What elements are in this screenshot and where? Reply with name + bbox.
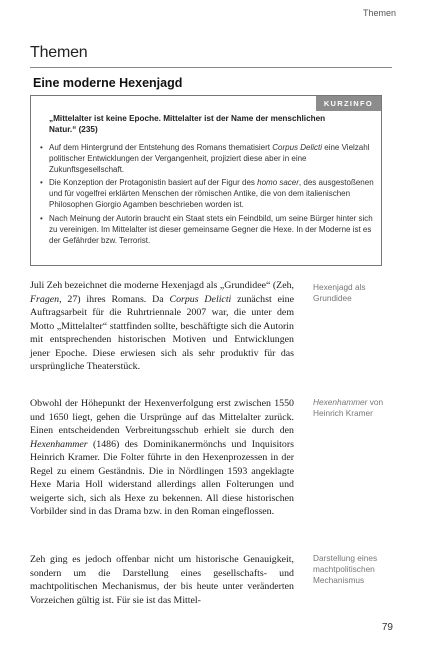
margin-note: Darstellung eines machtpolitischen Mechanismus <box>313 553 378 585</box>
running-head: Themen <box>362 8 396 18</box>
body-paragraph: Zeh ging es jedoch offenbar nicht um historische Genauigkeit, sondern um die Darstellung eines gesellschafts- und machtpolitischen Mechanismus, der bis heute unter veränderten Vorzeichen gültig ist. Für sie ist das Mittel- <box>30 554 294 606</box>
section-title: Themen <box>30 44 88 61</box>
info-box-bullet: • Auf dem Hintergrund der Entstehung des Romans thematisiert Corpus Delicti eine Vielzahl politischer Entwicklungen der Vergangenheit, projiziert diese aber in eine Zukunftsgesellschaft. <box>40 142 376 175</box>
info-box-bullet: • Nach Meinung der Autorin braucht ein Staat stets ein Feindbild, um seine Bürger hinter sich zu vereinigen. Im Mittelalter ist dieser gemeinsame Gegner die Hexe. In der Moderne ist es der Gefährder bzw. Terrorist. <box>40 213 376 246</box>
margin-note: Hexenhammer von Heinrich Kramer <box>313 397 384 418</box>
info-box-bullets <box>40 142 376 248</box>
info-box <box>30 95 382 266</box>
info-box-label: KURZINFO <box>316 96 381 111</box>
page-number: 79 <box>381 622 393 633</box>
info-box-quote: „Mittelalter ist keine Epoche. Mittelalter ist der Name der menschlichen Natur.“ (235) <box>49 114 326 134</box>
chapter-title: Eine moderne Hexenjagd <box>33 76 183 90</box>
info-box-bullet: • Die Konzeption der Protagonistin basiert auf der Figur des homo sacer, des ausgestoßenen und für vogelfrei erklärten Menschen der römischen Antike, die von dem italienischen Philosophen Giorgio Agamben beschrieben worden ist. <box>40 177 376 210</box>
margin-note: Hexenjagd als Grundidee <box>313 282 366 303</box>
body-paragraph: Obwohl der Höhepunkt der Hexenverfolgung erst zwischen 1550 und 1650 liegt, gehen die Ursprünge auf das Mittelalter zurück. Einen entscheidenden Verbreitungsschub erhielt sie durch den Hexenhammer (1486) des Dominikanermönchs und Inquisitors Heinrich Kramer. Die Folter führte in den Hexenprozessen in der Regel zu einem Geständnis. Die in Nördlingen 1593 angeklagte Hexe Maria Holl widerstand allerdings allen Folterungen und weigerte sich, sich als Hexe zu bekennen. All diese historischen Vorbilder sind in das Drama bzw. in den Roman eingeflossen. <box>30 398 294 517</box>
title-divider <box>30 67 392 68</box>
body-paragraph: Juli Zeh bezeichnet die moderne Hexenjagd als „Grundidee“ (Zeh, Fragen, 27) ihres Romans. Da Corpus Delicti zunächst eine Auftragsarbeit für die Ruhrtriennale 2007 war, die unter dem Motto „Mittelalter“ stattfinden sollte, beschäftigte sich die Autorin mit entsprechenden historischen Motiven und Entwicklungen jener Epoche. Diese erwiesen sich als sehr produktiv für das ursprüngliche Theaterstück. <box>30 280 294 372</box>
